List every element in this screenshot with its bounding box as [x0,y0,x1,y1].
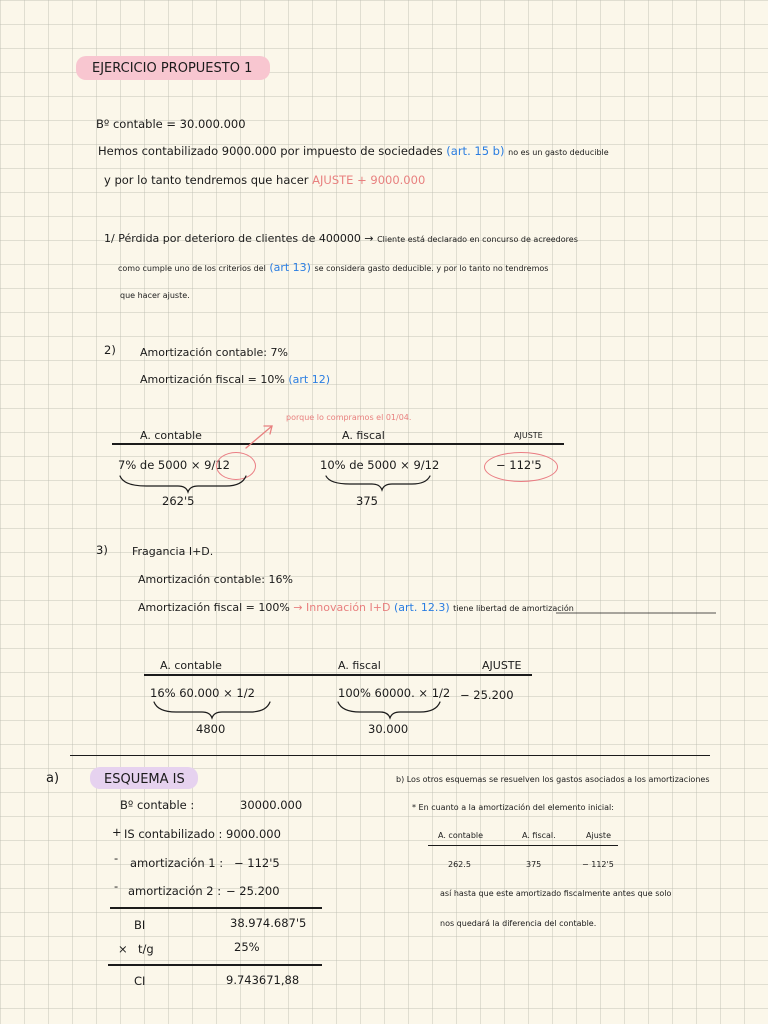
scheme-bi-value: 38.974.687'5 [230,916,307,930]
part-b-value-contable: 262.5 [448,860,471,869]
innovation-note: → Innovación I+D [293,601,391,614]
item1-line-1a: 1/ Pérdida por deterioro de clientes de 400000 → [104,232,374,245]
article-ref-12: (art 12) [288,373,330,386]
part-a-label: a) [46,771,60,786]
scheme-row-4-op: - [114,879,119,893]
item2-header-ajuste: AJUSTE [514,431,543,440]
item3-calc-ajuste: − 25.200 [460,688,514,702]
item2-header-fiscal: A. fiscal [342,429,385,442]
scheme-row-2-op: + [112,825,122,839]
scheme-ci-label: CI [134,974,146,988]
item2-calc-fiscal: 10% de 5000 × 9/12 [320,458,440,472]
item2-header-contable: A. contable [140,429,202,442]
note-arrow [246,426,272,448]
part-b-header-contable: A. contable [438,831,484,840]
part-b-header-fiscal: A. fiscal. [522,831,556,840]
item2-calc-ajuste: − 112'5 [496,458,542,472]
item2-number: 2) [104,343,116,357]
scheme-tg-label: t/g [138,942,154,956]
part-b-line-2: * En cuanto a la amortización del elemento inicial: [412,803,614,812]
item3-amort-contable: Amortización contable: 16% [138,573,293,586]
item3-result-fiscal: 30.000 [368,722,409,736]
intro-line-3-text: y por lo tanto tendremos que hacer [104,173,309,187]
item3-title: Fragancia I+D. [132,545,214,558]
item3-amort-fiscal-text: Amortización fiscal = 100% [138,601,290,614]
intro-line-2-end: no es un gasto deducible [508,148,609,157]
item1-line-2b: se considera gasto deducible. y por lo tanto no tendremos [314,264,549,273]
article-ref-13: (art 13) [269,261,311,274]
item2-calc-contable: 7% de 5000 × 9/12 [118,458,230,472]
scheme-ci-value: 9.743671,88 [226,973,300,987]
item2-brace-contable [120,476,246,492]
item3-brace-contable [154,702,270,718]
purchase-date-note: porque lo compramos el 01/04. [286,413,412,422]
item3-header-contable: A. contable [160,659,222,672]
part-b-header-ajuste: Ajuste [586,831,611,840]
article-ref-12-3: (art. 12.3) [393,601,450,614]
item3-calc-fiscal: 100% 60000. × 1/2 [338,686,451,700]
scheme-tg-value: 25% [234,940,260,954]
item3-header-fiscal: A. fiscal [338,659,381,672]
part-b-value-ajuste: − 112'5 [582,860,614,869]
item3-amort-fiscal-end: tiene libertad de amortización [453,604,574,613]
item2-result-contable: 262'5 [162,494,195,508]
scheme-title: ESQUEMA IS [104,772,185,787]
item1-line-1b: Cliente está declarado en concurso de acreedores [377,235,578,244]
part-b-line-4: nos quedará la diferencia del contable. [440,919,597,928]
item1-line-2a: como cumple uno de los criterios del [118,264,266,273]
intro-line-2-text: Hemos contabilizado 9000.000 por impuesto de sociedades [98,144,443,158]
article-ref-15b: (art. 15 b) [446,144,505,158]
item3-brace-fiscal [338,702,440,718]
scheme-tg-op: × [118,942,128,956]
scheme-row-4-label: amortización 2 : [128,884,222,898]
intro-line-1: Bº contable = 30.000.000 [96,117,246,131]
item2-result-fiscal: 375 [356,494,378,508]
item2-brace-fiscal [326,476,430,490]
scheme-row-1-label: Bº contable : [120,798,195,812]
scheme-row-3-label: amortización 1 : [130,856,224,870]
scheme-row-4-value: − 25.200 [226,884,280,898]
part-b-value-fiscal: 375 [526,860,542,869]
scheme-row-2-label: IS contabilizado : 9000.000 [124,827,281,841]
part-b-line-1: b) Los otros esquemas se resuelven los gastos asociados a los amortizaciones [396,775,710,784]
item3-header-ajuste: AJUSTE [482,659,522,672]
adjustment-note: AJUSTE + 9000.000 [312,173,426,187]
item2-amort-fiscal-text: Amortización fiscal = 10% [140,373,285,386]
part-b-line-3: así hasta que este amortizado fiscalmente antes que solo [440,889,672,898]
item3-number: 3) [96,543,108,557]
scheme-row-1-value: 30000.000 [240,798,303,812]
page-title: EJERCICIO PROPUESTO 1 [92,61,253,76]
item1-line-3: que hacer ajuste. [120,291,190,300]
scheme-row-3-op: - [114,851,119,865]
item3-calc-contable: 16% 60.000 × 1/2 [150,686,255,700]
scheme-row-3-value: − 112'5 [234,856,280,870]
item2-amort-contable: Amortización contable: 7% [140,346,288,359]
scheme-bi-label: BI [134,918,146,932]
item3-result-contable: 4800 [196,722,226,736]
